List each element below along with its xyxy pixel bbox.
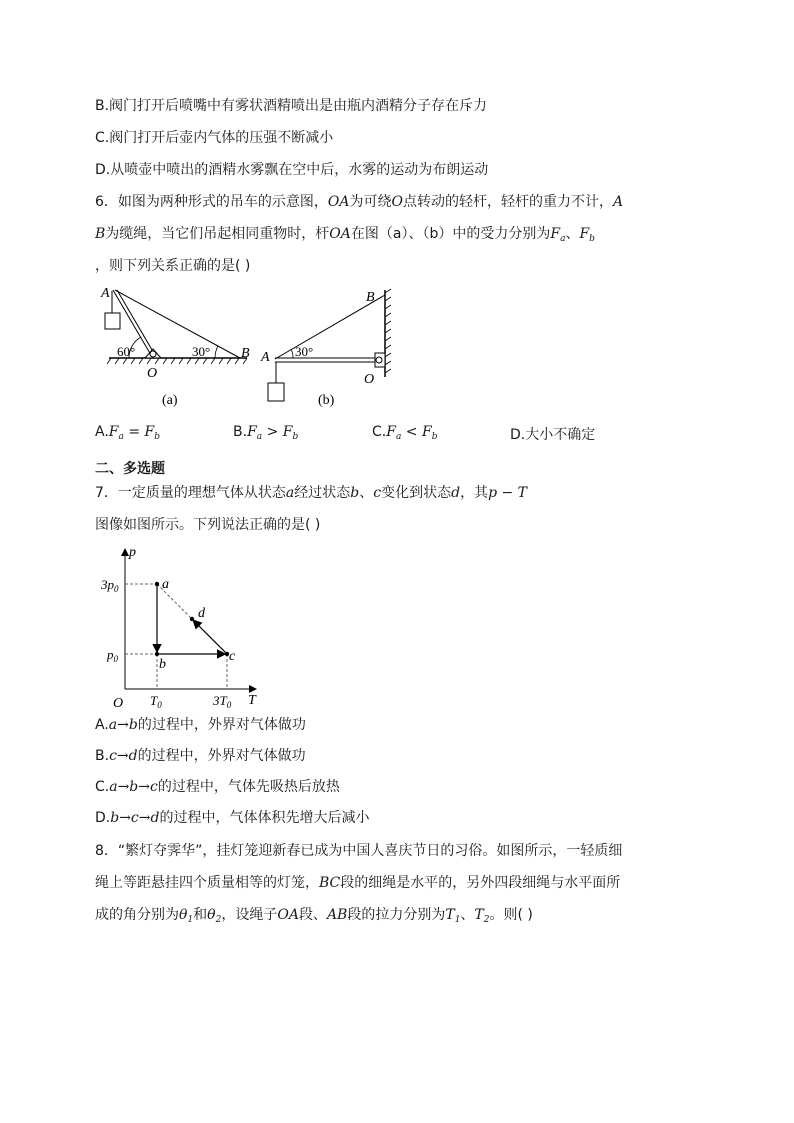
process-c-d [194,621,227,654]
crane-b-caption: (b) [318,393,335,408]
crane-b-label-O: O [364,372,375,387]
label-d: d [198,606,205,621]
crane-a-label-A: A [101,286,110,301]
crane-a-caption: (a) [162,393,178,408]
q7-option-c: C.a→b→c的过程中，气体先吸热后放热 [95,779,340,795]
q7-stem-line1: 7．一定质量的理想气体从状态a经过状态b、c变化到状态d，其p − T [95,485,527,501]
label-c: c [229,649,236,664]
crane-b-angle-30: 30° [295,344,314,359]
q6-option-c: $C.F_a < F_b$ [372,424,438,442]
q5-option-d: D.从喷壶中喷出的酒精水雾飘在空中后，水雾的运动为布朗运动 [95,162,489,178]
q8-stem-line3: 成的角分别为$\theta_1$和$\theta_2$，设绳子OA段、AB段的拉力分别为$T_1$、$T_2$。则( ) [95,907,533,925]
crane-a [100,286,250,408]
crane-a-label-O: O [147,366,158,381]
q7-stem-line2: 图像如图所示。下列说法正确的是( ) [95,517,321,533]
crane-a-label-B: B [241,346,250,361]
label-a: a [162,577,169,592]
state-a [155,582,159,586]
q6-stem-line3: ，则下列关系正确的是( ) [95,258,251,274]
crane-a-angle-60: 60° [117,344,136,359]
crane-b-label-B: B [366,290,375,305]
crane-b-label-A: A [261,350,270,365]
q7-option-d: D.b→c→d的过程中，气体体积先增大后减小 [95,810,370,826]
q7-option-b: B.c→d的过程中，外界对气体做功 [95,748,306,764]
q5-option-c: C.阀门打开后壶内气体的压强不断减小 [95,130,334,146]
tick-T0: $T_0$ [150,693,162,709]
q6-option-a: $A.F_a = F_b$ [95,424,160,442]
origin-label: O [113,696,124,709]
crane-b [260,289,391,408]
q7-option-a: A.a→b的过程中，外界对气体做功 [95,717,306,733]
q6-stem-line1: 6．如图为两种形式的吊车的示意图，OA为可绕O点转动的轻杆，轻杆的重力不计，A [95,194,624,210]
q6-crane-figure [95,285,425,415]
state-d [190,617,194,621]
q5-option-b: B.阀门打开后喷嘴中有雾状酒精喷出是由瓶内酒精分子存在斥力 [95,98,488,114]
T-axis-label: T [248,693,256,708]
q6-stem-line2: B为缆绳，当它们吊起相同重物时，杆OA在图（a）、（b）中的受力分别为$F_a$、$F_b$ [95,226,595,244]
q6-option-b: $B.F_a > F_b$ [233,424,299,442]
crane-a-angle-30: 30° [192,344,211,359]
q8-stem-line1: 8．“繁灯夺霁华”，挂灯笼迎新春已成为中国人喜庆节日的习俗。如图所示，一轻质细 [95,843,623,859]
q8-stem-line2: 绳上等距悬挂四个质量相等的灯笼，BC段的细绳是水平的，另外四段细绳与水平面所 [95,875,621,891]
label-b: b [159,657,166,672]
q7-pT-graph [95,544,275,709]
q6-option-d: D.大小不确定 [510,427,596,443]
tick-3p0: $3p_0$ [101,577,119,594]
state-b [155,652,159,656]
tick-p0: $p_0$ [107,647,118,664]
p-axis-label: p [129,545,136,560]
section-heading-multi-choice: 二、多选题 [95,461,165,477]
tick-3T0: $3T_0$ [213,693,232,709]
